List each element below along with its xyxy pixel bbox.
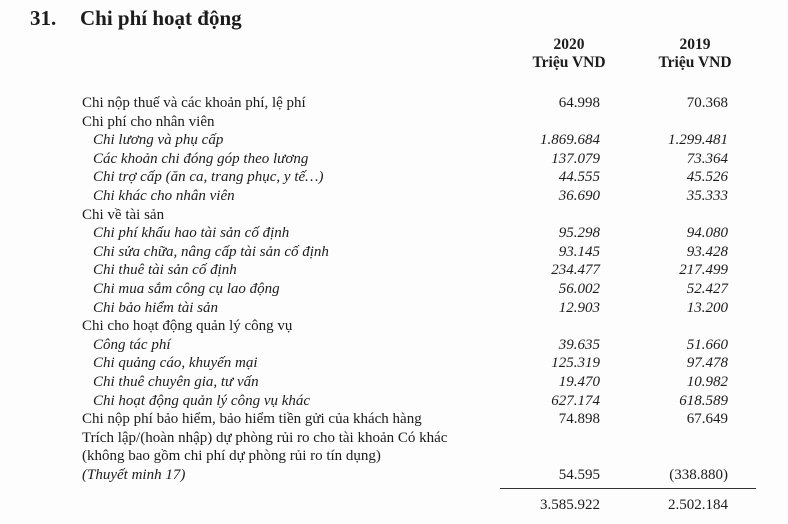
table-row (0, 113, 788, 132)
row-label: Chi thuê chuyên gia, tư vấn (93, 373, 259, 390)
value-2019: 73.364 (686, 150, 728, 167)
row-label: Chi sửa chữa, nâng cấp tài sản cố định (93, 243, 329, 260)
table-row (0, 447, 788, 466)
table-row (0, 94, 788, 113)
value-2019: 67.649 (686, 411, 728, 428)
value-2020: 95.298 (558, 225, 600, 242)
value-2019: 52.427 (686, 280, 728, 297)
column-header-2020 (514, 36, 624, 72)
section-title: Chi phí hoạt động (80, 6, 242, 30)
section-heading (30, 6, 242, 31)
row-label: Chi nộp phí bảo hiểm, bảo hiểm tiền gửi của khách hàng (82, 411, 422, 428)
value-2020: 74.898 (558, 411, 600, 428)
row-label: Chi bảo hiểm tài sản (93, 299, 219, 316)
table-row (0, 261, 788, 280)
table-row (0, 131, 788, 150)
row-label: Chi hoạt động quản lý công vụ khác (93, 392, 311, 409)
row-label: Chi cho hoạt động quản lý công vụ (82, 318, 293, 335)
value-2020: 64.998 (558, 95, 600, 111)
value-2019: 97.478 (686, 355, 728, 372)
table-row (0, 280, 788, 299)
value-2020: 137.079 (551, 150, 600, 167)
value-2020: 36.690 (558, 187, 600, 204)
column-unit: Triệu VND (532, 54, 606, 71)
row-label: Các khoản chi đóng góp theo lương (93, 150, 309, 167)
value-2020: 19.470 (558, 373, 600, 390)
expense-table (0, 94, 788, 484)
row-label: Chi trợ cấp (ăn ca, trang phục, y tế…) (93, 169, 324, 186)
value-2019: 93.428 (686, 243, 728, 260)
row-label: Chi về tài sản (82, 206, 165, 223)
value-2019: 70.368 (686, 95, 728, 111)
table-row (0, 206, 788, 225)
table-row (0, 354, 788, 373)
total-row (0, 495, 788, 515)
table-row (0, 150, 788, 169)
value-2019: (338.880) (669, 466, 728, 483)
table-row (0, 373, 788, 392)
row-label: Trích lập/(hoàn nhập) dự phòng rủi ro cho tài khoản Có khác (82, 429, 448, 446)
row-label: Chi nộp thuế và các khoản phí, lệ phí (82, 95, 306, 111)
table-row (0, 243, 788, 262)
value-2019: 618.589 (679, 392, 728, 409)
row-label: Chi quảng cáo, khuyến mại (93, 355, 258, 372)
value-2020: 12.903 (558, 299, 600, 316)
total-divider (500, 488, 756, 489)
row-label: Công tác phí (93, 336, 171, 353)
value-2019: 45.526 (686, 169, 728, 186)
value-2019: 94.080 (686, 225, 728, 242)
row-label: Chi khác cho nhân viên (93, 187, 235, 204)
row-label: Chi phí khấu hao tài sản cố định (93, 225, 290, 242)
column-year: 2019 (679, 36, 711, 53)
table-row (0, 336, 788, 355)
value-2019: 13.200 (686, 299, 728, 316)
table-row (0, 187, 788, 206)
total-2020: 3.585.922 (540, 497, 600, 513)
value-2020: 54.595 (558, 466, 600, 483)
total-2019: 2.502.184 (668, 497, 728, 513)
table-row (0, 392, 788, 411)
value-2019: 35.333 (686, 187, 728, 204)
table-row (0, 299, 788, 318)
value-2019: 51.660 (686, 336, 728, 353)
row-label: (Thuyết minh 17) (82, 466, 186, 483)
table-row (0, 429, 788, 448)
row-label: Chi mua sắm công cụ lao động (93, 280, 280, 297)
column-header-2019 (640, 36, 750, 72)
row-label: Chi thuê tài sản cố định (93, 262, 237, 279)
value-2020: 56.002 (558, 280, 600, 297)
value-2020: 39.635 (558, 336, 600, 353)
value-2020: 125.319 (551, 355, 600, 372)
section-number: 31. (30, 6, 57, 30)
value-2020: 44.555 (558, 169, 600, 186)
value-2019: 10.982 (686, 373, 728, 390)
value-2020: 93.145 (558, 243, 600, 260)
value-2020: 627.174 (551, 392, 600, 409)
table-row (0, 224, 788, 243)
column-unit: Triệu VND (658, 54, 732, 71)
column-year: 2020 (553, 36, 585, 53)
row-label: (không bao gồm chi phí dự phòng rủi ro tín dụng) (82, 448, 381, 465)
value-2019: 1.299.481 (668, 132, 728, 149)
table-row (0, 466, 788, 485)
table-row (0, 168, 788, 187)
table-row (0, 410, 788, 429)
value-2020: 1.869.684 (540, 132, 600, 149)
row-label: Chi phí cho nhân viên (82, 113, 215, 130)
value-2019: 217.499 (679, 262, 728, 279)
row-label: Chi lương và phụ cấp (93, 132, 224, 149)
value-2020: 234.477 (551, 262, 600, 279)
table-row (0, 317, 788, 336)
